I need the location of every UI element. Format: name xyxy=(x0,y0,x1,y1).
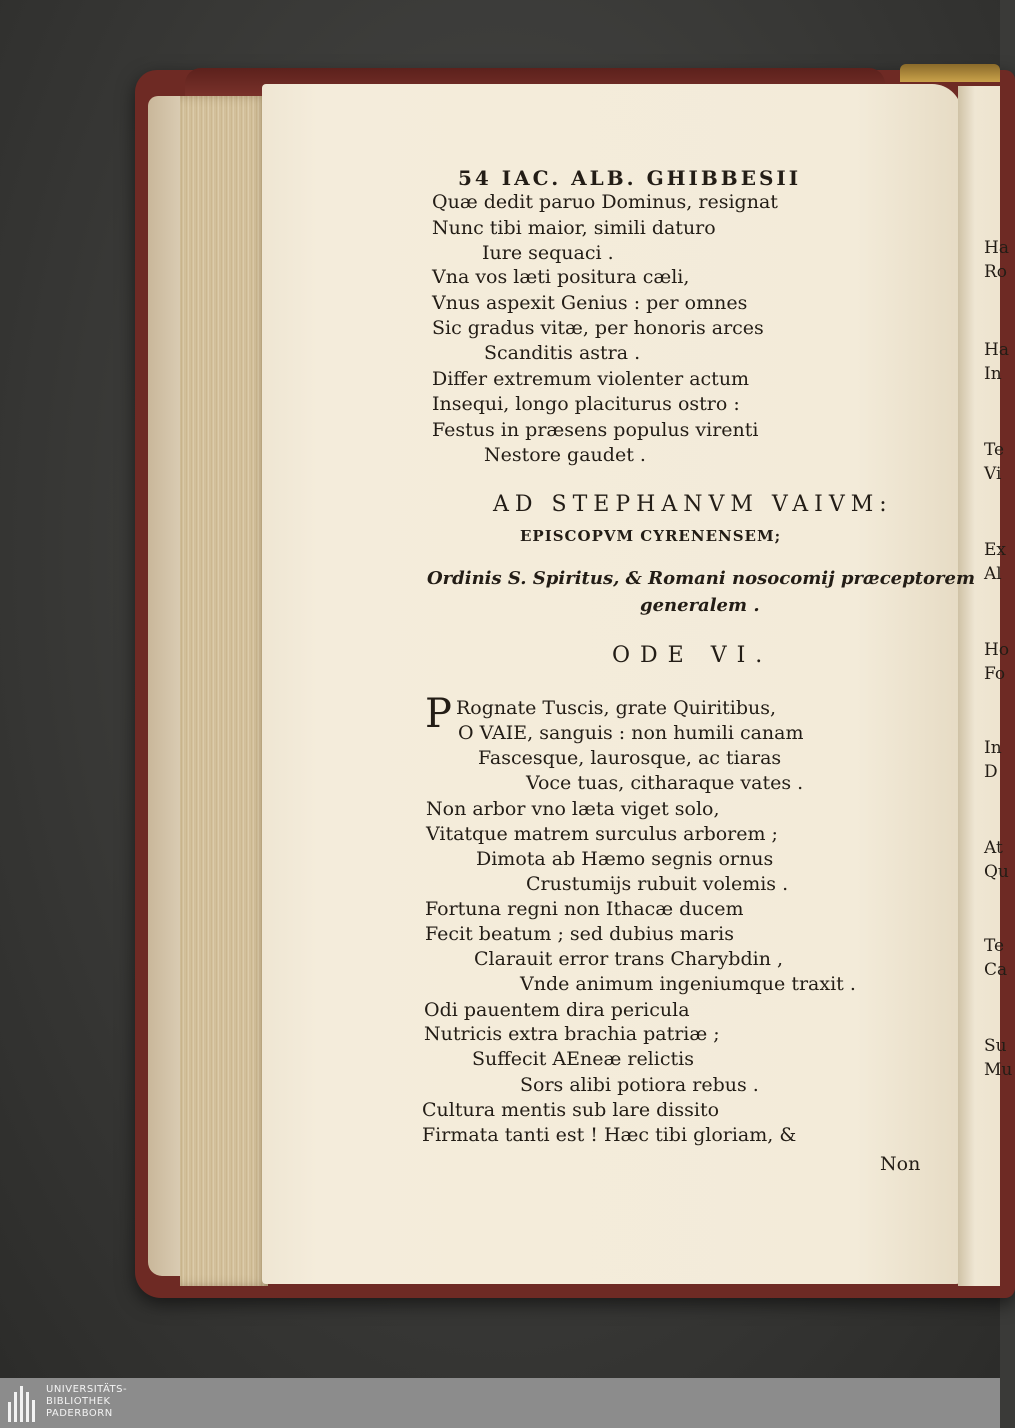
verse-line: Crustumijs rubuit volemis . xyxy=(526,873,789,895)
page-edges xyxy=(180,96,268,1286)
verse-line: Rognate Tuscis, grate Quiritibus, xyxy=(456,697,777,719)
verse-line: Nutricis extra brachia patriæ ; xyxy=(424,1023,720,1045)
verse-line: Cultura mentis sub lare dissito xyxy=(422,1099,720,1121)
verse-line: Sors alibi potiora rebus . xyxy=(520,1074,759,1096)
library-name-line: UNIVERSITÄTS- xyxy=(46,1384,128,1395)
verse-line: Vna vos læti positura cæli, xyxy=(432,266,690,288)
facing-page-fragment: Ca xyxy=(984,960,1008,980)
verse-line: Scanditis astra . xyxy=(484,342,641,364)
running-header: 54 IAC. ALB. GHIBBESII xyxy=(458,166,802,190)
verse-line: Non arbor vno læta viget solo, xyxy=(426,798,720,820)
poem-title: AD STEPHANVM VAIVM: xyxy=(493,492,893,517)
verse-line: Nestore gaudet . xyxy=(484,444,646,466)
gilt-edge xyxy=(900,64,1000,82)
verse-line: Odi pauentem dira pericula xyxy=(424,999,690,1021)
verse-line: Festus in præsens populus virenti xyxy=(432,419,759,441)
library-footer xyxy=(0,1378,1000,1428)
library-name xyxy=(46,1384,127,1420)
facing-page-fragment: Ha xyxy=(984,340,1009,360)
facing-page-fragment: In xyxy=(984,738,1002,758)
verse-line: Vitatque matrem surculus arborem ; xyxy=(426,823,778,845)
facing-page-fragment: Mu xyxy=(984,1060,1013,1080)
facing-page-fragment: Ex xyxy=(984,540,1006,560)
verse-line: Nunc tibi maior, simili daturo xyxy=(432,217,716,239)
verse-line: Fortuna regni non Ithacæ ducem xyxy=(425,898,744,920)
verse-line: Vnus aspexit Genius : per omnes xyxy=(432,292,748,314)
facing-page-fragment: Ha xyxy=(984,238,1009,258)
dedication-line: Ordinis S. Spiritus, & Romani nosocomij præceptorem xyxy=(427,568,975,589)
verse-line: Fascesque, laurosque, ac tiaras xyxy=(478,747,782,769)
facing-page-fragment: Al xyxy=(984,564,1002,584)
verse-line: Sic gradus vitæ, per honoris arces xyxy=(432,317,764,339)
facing-page-fragment: Su xyxy=(984,1036,1007,1056)
verse-line: Dimota ab Hæmo segnis ornus xyxy=(476,848,774,870)
catchword: Non xyxy=(880,1153,921,1175)
facing-page-fragment: D xyxy=(984,762,998,782)
facing-page-fragment: Te xyxy=(984,936,1005,956)
facing-page-fragment: Ho xyxy=(984,640,1010,660)
verse-line: Vnde animum ingeniumque traxit . xyxy=(520,973,856,995)
drop-cap: P xyxy=(425,691,452,737)
verse-line: Clarauit error trans Charybdin , xyxy=(474,948,784,970)
facing-page-fragment: Te xyxy=(984,440,1005,460)
verse-line: O VAIE, sanguis : non humili canam xyxy=(458,722,804,744)
verse-line: Fecit beatum ; sed dubius maris xyxy=(425,923,735,945)
facing-page-fragment: Qu xyxy=(984,862,1009,882)
facing-page-fragment: At xyxy=(984,838,1003,858)
verse-line: Firmata tanti est ! Hæc tibi gloriam, & xyxy=(422,1124,797,1146)
library-logo-icon xyxy=(8,1386,38,1422)
verse-line: Suffecit AEneæ relictis xyxy=(472,1048,694,1070)
facing-page-fragment: Ro xyxy=(984,262,1008,282)
verse-line: Insequi, longo placiturus ostro : xyxy=(432,393,740,415)
dedication-line: generalem . xyxy=(640,595,760,616)
verse-line: Quæ dedit paruo Dominus, resignat xyxy=(432,191,778,213)
verse-line: Voce tuas, citharaque vates . xyxy=(526,772,804,794)
ode-heading: ODE VI. xyxy=(612,643,773,668)
library-name-line: PADERBORN xyxy=(46,1408,113,1419)
verse-line: Differ extremum violenter actum xyxy=(432,368,750,390)
facing-page-fragment: Vi xyxy=(984,464,1002,484)
facing-page-fragment: In xyxy=(984,364,1002,384)
facing-page-fragment: Fo xyxy=(984,664,1006,684)
verse-line: Iure sequaci . xyxy=(482,242,614,264)
library-name-line: BIBLIOTHEK xyxy=(46,1396,111,1407)
poem-subtitle: EPISCOPVM CYRENENSEM; xyxy=(520,527,782,545)
